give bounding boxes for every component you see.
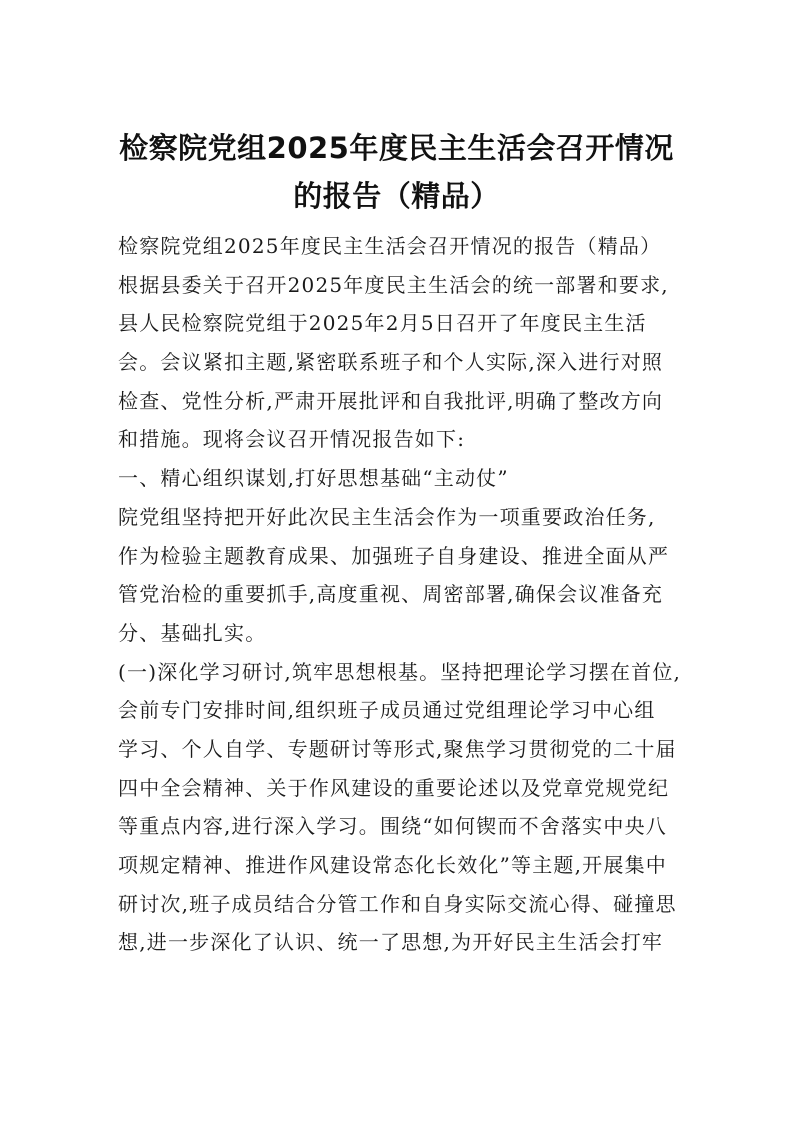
body-line: 根据县委关于召开2025年度民主生活会的统一部署和要求,: [118, 272, 669, 297]
body-line: 分、基础扎实。: [118, 620, 267, 645]
document-title-line-1: 检察院党组2025年度民主生活会召开情况: [119, 131, 674, 165]
body-line: 院党组坚持把开好此次民主生活会作为一项重要政治任务,: [118, 504, 656, 529]
subsection-line: (一)深化学习研讨,筑牢思想根基。坚持把理论学习摆在首位,: [118, 659, 682, 684]
body-line: 研讨次,班子成员结合分管工作和自身实际交流心得、碰撞思: [118, 891, 677, 916]
body-line: 四中全会精神、关于作风建设的重要论述以及党章党规党纪: [118, 775, 670, 800]
body-line: 和措施。现将会议召开情况报告如下:: [118, 427, 466, 452]
body-line: 会。会议紧扣主题,紧密联系班子和个人实际,深入进行对照: [118, 350, 664, 375]
body-line: 检查、党性分析,严肃开展批评和自我批评,明确了整改方向: [118, 388, 664, 413]
body-line: 学习、个人自学、专题研讨等形式,聚焦学习贯彻党的二十届: [118, 736, 677, 761]
body-line: 等重点内容,进行深入学习。围绕“如何锲而不舍落实中央八: [118, 814, 667, 839]
body-line: 管党治检的重要抓手,高度重视、周密部署,确保会议准备充: [118, 582, 664, 607]
document-body: [118, 227, 682, 962]
body-line: 会前专门安排时间,组织班子成员通过党组理论学习中心组: [118, 698, 656, 723]
section-heading-1: 一、精心组织谋划,打好思想基础“主动仗”: [118, 466, 509, 491]
document-title-line-2: 的报告（精品）: [293, 179, 500, 213]
body-line: 想,进一步深化了认识、统一了思想,为开好民主生活会打牢: [118, 930, 664, 955]
body-line: 项规定精神、推进作风建设常态化长效化”等主题,开展集中: [118, 853, 667, 877]
body-line: 县人民检察院党组于2025年2月5日召开了年度民主生活: [118, 311, 647, 336]
body-line: 作为检验主题教育成果、加强班子自身建设、推进全面从严: [118, 543, 670, 568]
body-line: 检察院党组2025年度民主生活会召开情况的报告（精品）: [118, 234, 662, 258]
